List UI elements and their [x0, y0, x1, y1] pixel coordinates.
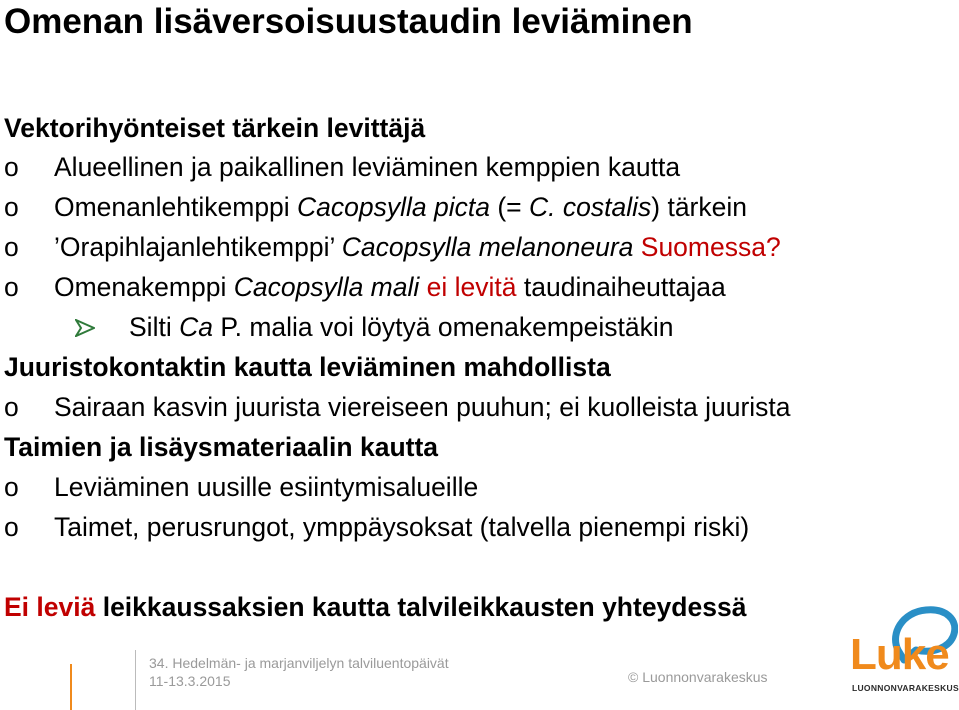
bullet-marker: o [4, 232, 19, 262]
luke-logo [846, 604, 958, 708]
footer-dates: 11-13.3.2015 [149, 673, 231, 689]
bullet-marker: o [4, 152, 19, 182]
footer-divider-mid [135, 650, 136, 710]
bullet-marker: o [4, 472, 19, 502]
closing-statement: Ei leviä leikkaussaksien kautta talvileikkausten yhteydessä [4, 592, 747, 622]
section-heading-plant-material: Taimien ja lisäysmateriaalin kautta [4, 432, 439, 462]
bullet-marker: o [4, 512, 19, 542]
section-heading-vectors: Vektorihyönteiset tärkein levittäjä [4, 113, 426, 143]
bullet-marker: o [4, 192, 19, 222]
footer-divider-left [70, 664, 72, 710]
logo-subtitle: LUONNONVARAKESKUS [852, 683, 959, 693]
bullet-marker: o [4, 392, 19, 422]
footer-event: 34. Hedelmän- ja marjanviljelyn talviluentopäivät [149, 655, 449, 671]
arrow-bullet-icon [75, 319, 95, 337]
logo-wordmark: Luke [850, 630, 949, 679]
footer-copyright: © Luonnonvarakeskus [628, 669, 768, 685]
bullet-marker: o [4, 272, 19, 302]
slide-title: Omenan lisäversoisuustaudin leviäminen [4, 2, 693, 41]
section-heading-root-contact: Juuristokontaktin kautta leviäminen mahdollista [4, 352, 611, 382]
